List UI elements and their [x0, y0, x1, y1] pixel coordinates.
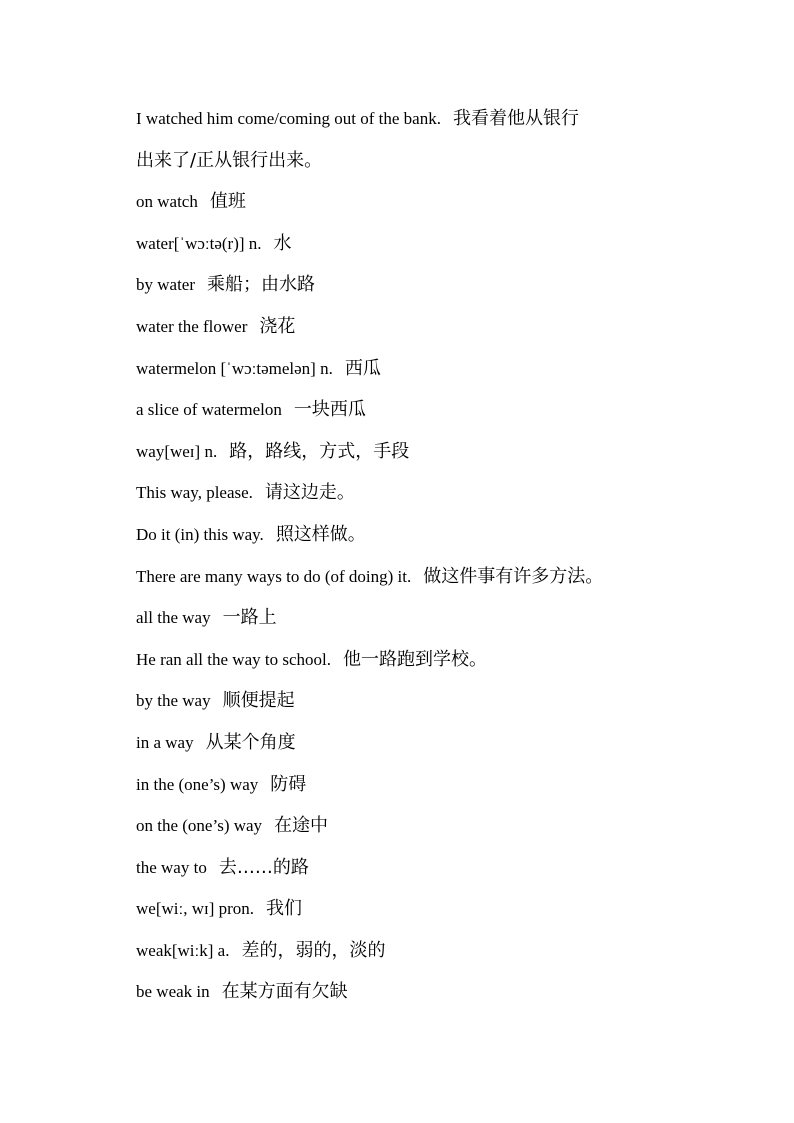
english-text: be weak in — [136, 982, 210, 1002]
chinese-text: 从某个角度 — [205, 731, 296, 753]
english-text: water the flower — [136, 316, 248, 336]
chinese-text: 顺便提起 — [222, 690, 295, 712]
english-text: a slice of watermelon — [136, 400, 282, 420]
vocab-line — [136, 146, 696, 188]
english-text: by water — [136, 275, 196, 295]
chinese-text: 浇花 — [259, 315, 296, 337]
vocab-line — [136, 728, 696, 770]
chinese-text: 我看着他从银行 — [452, 108, 579, 129]
english-text: Do it (in) this way. — [136, 524, 264, 544]
english-text: all the way — [136, 608, 211, 628]
english-text: by the way — [136, 691, 211, 711]
chinese-text: 差的，弱的，淡的 — [241, 939, 386, 961]
vocab-line — [136, 270, 696, 312]
english-text: There are many ways to do (of doing) it. — [136, 566, 412, 586]
english-text: we[wiː, wɪ] pron. — [136, 899, 255, 919]
chinese-text: 一路上 — [222, 607, 277, 629]
chinese-text: 照这样做。 — [275, 523, 366, 545]
vocab-line — [136, 977, 696, 1019]
chinese-text: 值班 — [209, 191, 246, 213]
chinese-text: 我们 — [266, 898, 303, 920]
chinese-text: 乘船；由水路 — [207, 274, 316, 296]
chinese-text: 出来了/正从银行出来。 — [136, 149, 323, 171]
vocab-line — [136, 936, 696, 978]
vocab-line — [136, 645, 696, 687]
vocab-line — [136, 853, 696, 895]
vocab-line — [136, 478, 696, 520]
vocab-line — [136, 187, 696, 229]
english-text: watermelon [ˈwɔːtəmelən] n. — [136, 358, 333, 378]
vocab-line — [136, 395, 696, 437]
english-text: water[ˈwɔːtə(r)] n. — [136, 233, 262, 253]
vocab-line — [136, 104, 696, 146]
chinese-text: 西瓜 — [344, 357, 381, 379]
chinese-text: 防碍 — [270, 773, 307, 795]
chinese-text: 在某方面有欠缺 — [221, 981, 348, 1003]
chinese-text: 去……的路 — [218, 856, 309, 878]
english-text: on watch — [136, 192, 198, 212]
chinese-text: 做这件事有许多方法。 — [423, 565, 604, 587]
vocab-line — [136, 562, 696, 604]
vocabulary-list — [136, 104, 696, 1019]
english-text: This way, please. — [136, 483, 253, 503]
vocab-line — [136, 894, 696, 936]
english-text: in the (one’s) way — [136, 774, 259, 794]
english-text: on the (one’s) way — [136, 816, 263, 836]
vocab-line — [136, 312, 696, 354]
vocab-line — [136, 229, 696, 271]
chinese-text: 请这边走。 — [264, 482, 355, 504]
vocab-line — [136, 520, 696, 562]
chinese-text: 路，路线，方式，手段 — [229, 440, 410, 462]
vocab-line — [136, 603, 696, 645]
english-text: weak[wiːk] a. — [136, 940, 230, 960]
chinese-text: 一块西瓜 — [293, 399, 366, 421]
english-text: way[weɪ] n. — [136, 441, 218, 461]
english-text: He ran all the way to school. — [136, 649, 331, 669]
vocab-line — [136, 811, 696, 853]
chinese-text: 水 — [273, 232, 292, 254]
english-text: I watched him come/coming out of the bank. — [136, 109, 441, 128]
chinese-text: 在途中 — [274, 815, 329, 837]
vocab-line — [136, 354, 696, 396]
english-text: in a way — [136, 732, 194, 752]
english-text: the way to — [136, 857, 207, 877]
vocab-line — [136, 770, 696, 812]
chinese-text: 他一路跑到学校。 — [342, 648, 487, 670]
vocab-line — [136, 686, 696, 728]
vocab-line — [136, 437, 696, 479]
